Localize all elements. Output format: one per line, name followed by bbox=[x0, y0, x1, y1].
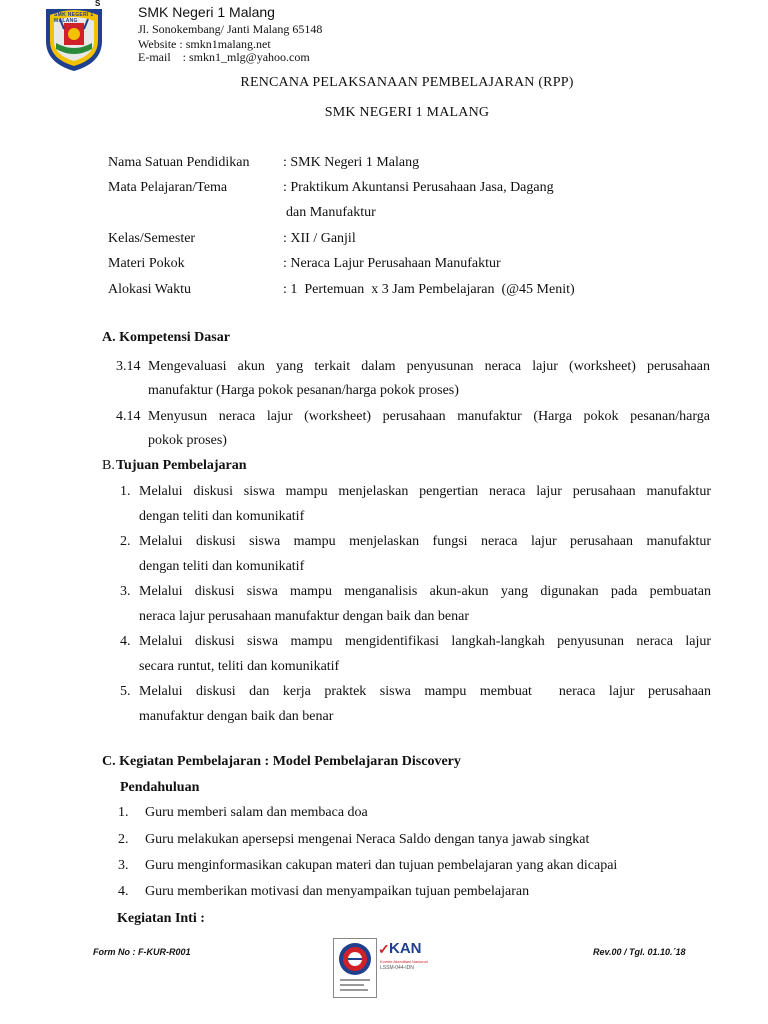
certification-emblem-icon bbox=[334, 939, 376, 997]
tujuan-line: Melalui diskusi siswa mampu menjelaskan pengertian neraca lajur perusahaan manufaktur bbox=[139, 484, 711, 499]
tujuan-line-cont: neraca lajur perusahaan manufaktur dengan baik dan benar bbox=[139, 609, 470, 624]
tujuan-line-cont: dengan teliti dan komunikatif bbox=[139, 509, 305, 524]
document-title: RENCANA PELAKSANAAN PEMBELAJARAN (RPP) bbox=[240, 75, 574, 90]
certification-badge bbox=[333, 938, 377, 998]
kd-line: Mengevaluasi akun yang terkait dalam penyusunan neraca lajur (worksheet) perusahaan bbox=[148, 359, 710, 374]
tujuan-number: 1. bbox=[120, 484, 131, 499]
kan-text: KAN bbox=[389, 940, 422, 957]
kegiatan-item: Guru memberi salam dan membaca doa bbox=[145, 805, 368, 820]
kegiatan-item: Guru memberikan motivasi dan menyampaikan tujuan pembelajaran bbox=[145, 884, 530, 899]
kd-line: Menyusun neraca lajur (worksheet) perusahaan manufaktur (Harga pokok pesanan/harga bbox=[148, 409, 710, 424]
tujuan-line: Melalui diskusi siswa mampu mengidentifikasi langkah-langkah penyusunan neraca lajur bbox=[139, 634, 711, 649]
meta-value-kelas: : XII / Ganjil bbox=[283, 231, 356, 246]
kan-subtitle: Komite Akreditasi Nasional bbox=[380, 959, 428, 964]
tujuan-number: 5. bbox=[120, 684, 131, 699]
tujuan-line-cont: manufaktur dengan baik dan benar bbox=[139, 709, 334, 724]
kegiatan-number: 1. bbox=[118, 805, 129, 820]
form-number: Form No : F-KUR-R001 bbox=[93, 947, 191, 957]
tujuan-line-cont: dengan teliti dan komunikatif bbox=[139, 559, 305, 574]
meta-label-alokasi: Alokasi Waktu bbox=[108, 282, 191, 297]
meta-label-satuan: Nama Satuan Pendidikan bbox=[108, 155, 250, 170]
document-subtitle: SMK NEGERI 1 MALANG bbox=[324, 105, 490, 120]
kd-line-cont: manufaktur (Harga pokok pesanan/harga pokok proses) bbox=[148, 383, 459, 398]
tujuan-line: Melalui diskusi siswa mampu menganalisis akun-akun yang digunakan pada pembuatan bbox=[139, 584, 711, 599]
meta-label-mapel: Mata Pelajaran/Tema bbox=[108, 180, 228, 195]
kegiatan-item: Guru menginformasikan cakupan materi dan tujuan pembelajaran yang akan dicapai bbox=[145, 858, 618, 873]
meta-value-alokasi: : 1 Pertemuan x 3 Jam Pembelajaran (@45 Menit) bbox=[283, 282, 575, 297]
meta-value-materi: : Neraca Lajur Perusahaan Manufaktur bbox=[283, 256, 501, 271]
meta-value-mapel-cont: dan Manufaktur bbox=[286, 205, 376, 220]
meta-value-mapel: : Praktikum Akuntansi Perusahaan Jasa, Dagang bbox=[283, 180, 554, 195]
meta-value-satuan: : SMK Negeri 1 Malang bbox=[283, 155, 420, 170]
school-email[interactable]: E-mail : smkn1_mlg@yahoo.com bbox=[138, 50, 310, 64]
tujuan-number: 3. bbox=[120, 584, 131, 599]
kd-number: 3.14 bbox=[116, 359, 141, 374]
school-website[interactable]: Website : smkn1malang.net bbox=[138, 37, 271, 51]
section-c-heading: C. Kegiatan Pembelajaran : Model Pembelajaran Discovery bbox=[102, 754, 461, 769]
section-a-heading: A. Kompetensi Dasar bbox=[102, 330, 230, 345]
tujuan-line-cont: secara runtut, teliti dan komunikatif bbox=[139, 659, 340, 674]
kan-logo bbox=[378, 938, 448, 974]
pendahuluan-heading: Pendahuluan bbox=[120, 780, 200, 795]
tujuan-number: 2. bbox=[120, 534, 131, 549]
school-logo bbox=[40, 0, 108, 73]
logo-letter: S bbox=[95, 0, 101, 8]
kd-line-cont: pokok proses) bbox=[148, 433, 227, 448]
kegiatan-number: 4. bbox=[118, 884, 129, 899]
meta-label-kelas: Kelas/Semester bbox=[108, 231, 196, 246]
kegiatan-number: 2. bbox=[118, 832, 129, 847]
kan-check-icon: ✓ bbox=[378, 941, 390, 957]
section-b-prefix: B. bbox=[102, 458, 115, 473]
logo-text: SMK NEGERI 1 MALANG bbox=[54, 12, 94, 24]
tujuan-line: Melalui diskusi siswa mampu menjelaskan fungsi neraca lajur perusahaan manufaktur bbox=[139, 534, 711, 549]
tujuan-number: 4. bbox=[120, 634, 131, 649]
kan-id: LSSM-044-IDN bbox=[380, 965, 414, 971]
kd-number: 4.14 bbox=[116, 409, 141, 424]
kegiatan-number: 3. bbox=[118, 858, 129, 873]
revision-date: Rev.00 / Tgl. 01.10.´18 bbox=[593, 947, 686, 957]
section-b-heading: Tujuan Pembelajaran bbox=[116, 458, 247, 473]
school-name: SMK Negeri 1 Malang bbox=[138, 4, 275, 20]
kegiatan-item: Guru melakukan apersepsi mengenai Neraca Saldo dengan tanya jawab singkat bbox=[145, 832, 590, 847]
school-address: Jl. Sonokembang/ Janti Malang 65148 bbox=[138, 22, 323, 36]
meta-label-materi: Materi Pokok bbox=[108, 256, 185, 271]
tujuan-line: Melalui diskusi dan kerja praktek siswa mampu membuat neraca lajur perusahaan bbox=[139, 684, 711, 699]
kegiatan-inti-heading: Kegiatan Inti : bbox=[117, 911, 205, 926]
